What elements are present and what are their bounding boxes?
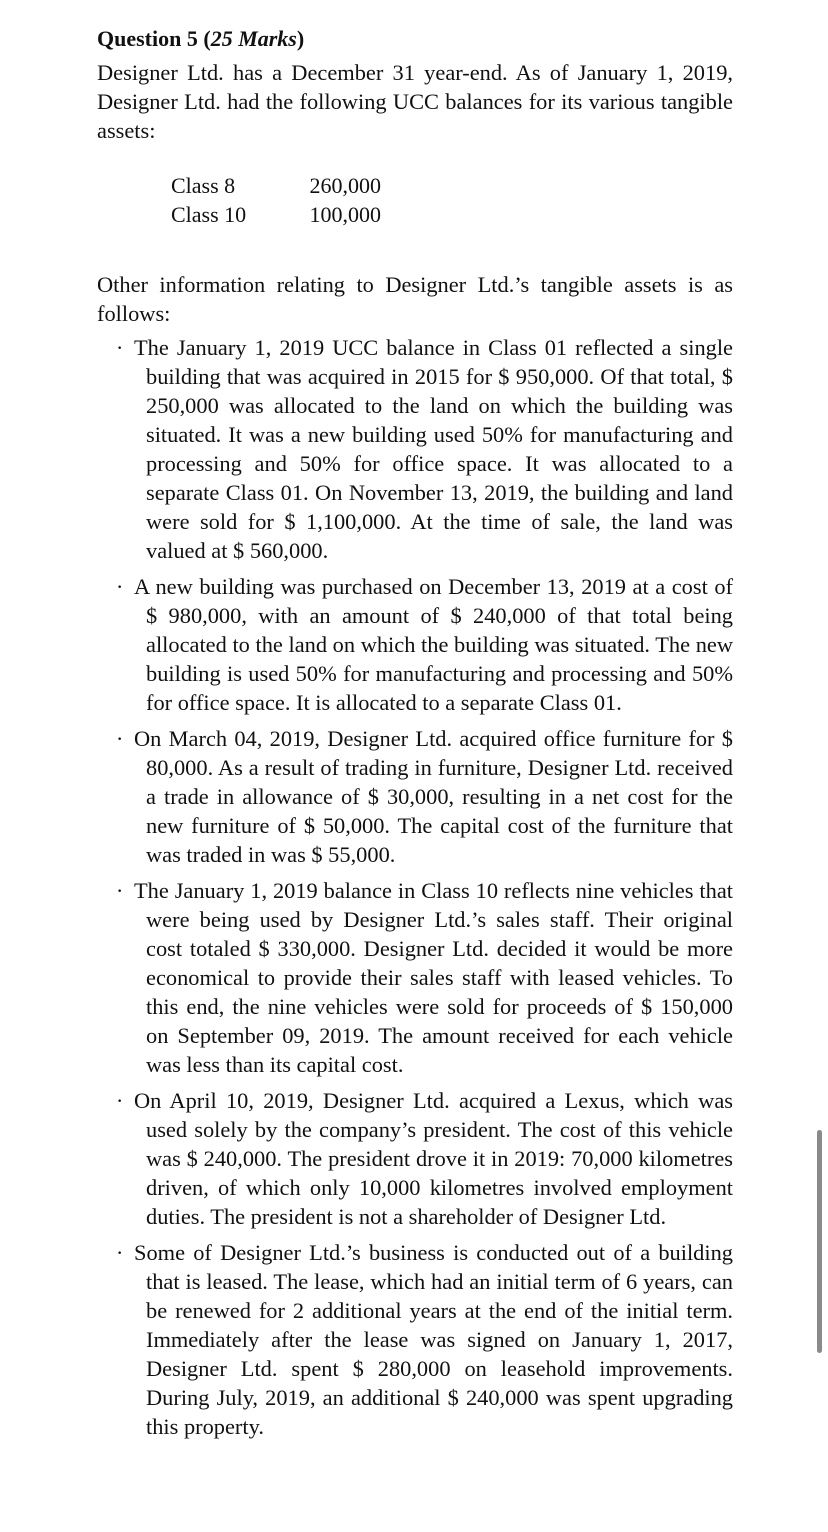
question-title xyxy=(97,22,733,56)
list-item-text: A new building was purchased on December 13, 2019 at a cost of $ 980,000, with an amount of $ 240,000 of that total being allocated to the land on which the building was situated. The new building is used 50% for manufacturing and processing and 50% for office space. It is allocated to a separate Class 01. xyxy=(134,574,733,715)
bullet-icon: · xyxy=(116,726,124,751)
list-item xyxy=(97,333,733,565)
table-row xyxy=(171,171,381,200)
info-list xyxy=(97,333,733,1441)
title-prefix: Question 5 ( xyxy=(97,26,211,51)
title-suffix: ) xyxy=(296,26,305,51)
list-item xyxy=(97,1086,733,1231)
question-marks: 25 Marks xyxy=(210,26,297,51)
list-item-text: The January 1, 2019 UCC balance in Class 01 reflected a single building that was acquired in 2015 for $ 950,000. Of that total, $ 250,000 was allocated to the land on which the building was situated. It was a new building used 50% for manufacturing and processing and 50% for office space. It was allocated to a separate Class 01. On November 13, 2019, the building and land were sold for $ 1,100,000. At the time of sale, the land was valued at $ 560,000. xyxy=(134,335,733,563)
ucc-class-amount: 260,000 xyxy=(309,173,381,198)
table-row xyxy=(171,200,381,229)
bullet-icon: · xyxy=(116,878,124,903)
bullet-icon: · xyxy=(116,574,124,599)
ucc-class-amount: 100,000 xyxy=(309,202,381,227)
list-item xyxy=(97,572,733,717)
bullet-icon: · xyxy=(116,335,124,360)
other-info-paragraph: Other information relating to Designer Ltd.’s tangible assets is as follows: xyxy=(97,272,733,326)
list-item xyxy=(97,724,733,869)
list-item xyxy=(97,1238,733,1441)
intro-paragraph: Designer Ltd. has a December 31 year-end. As of January 1, 2019, Designer Ltd. had the following UCC balances for its various tangible assets: xyxy=(97,60,733,143)
ucc-class-label: Class 10 xyxy=(171,202,247,227)
vertical-scrollbar[interactable] xyxy=(817,1130,822,1353)
list-item-text: On April 10, 2019, Designer Ltd. acquired a Lexus, which was used solely by the company’s president. The cost of this vehicle was $ 240,000. The president drove it in 2019: 70,000 kilometres driven, of which only 10,000 kilometres involved employment duties. The president is not a shareholder of Designer Ltd. xyxy=(134,1088,733,1229)
list-item xyxy=(97,876,733,1079)
ucc-balances-table xyxy=(171,171,381,229)
list-item-text: Some of Designer Ltd.’s business is conducted out of a building that is leased. The lease, which had an initial term of 6 years, can be renewed for 2 additional years at the end of the initial term. Immediately after the lease was signed on January 1, 2017, Designer Ltd. spent $ 280,000 on leasehold improvements. During July, 2019, an additional $ 240,000 was spent upgrading this property. xyxy=(134,1240,733,1439)
document-page xyxy=(97,22,733,1448)
ucc-class-label: Class 8 xyxy=(171,173,236,198)
list-item-text: The January 1, 2019 balance in Class 10 reflects nine vehicles that were being used by Designer Ltd.’s sales staff. Their original cost totaled $ 330,000. Designer Ltd. decided it would be more economical to provide their sales staff with leased vehicles. To this end, the nine vehicles were sold for proceeds of $ 150,000 on September 09, 2019. The amount received for each vehicle was less than its capital cost. xyxy=(134,878,733,1077)
list-item-text: On March 04, 2019, Designer Ltd. acquired office furniture for $ 80,000. As a result of trading in furniture, Designer Ltd. received a trade in allowance of $ 30,000, resulting in a net cost for the new furniture of $ 50,000. The capital cost of the furniture that was traded in was $ 55,000. xyxy=(134,726,733,867)
bullet-icon: · xyxy=(116,1240,124,1265)
bullet-icon: · xyxy=(116,1088,124,1113)
